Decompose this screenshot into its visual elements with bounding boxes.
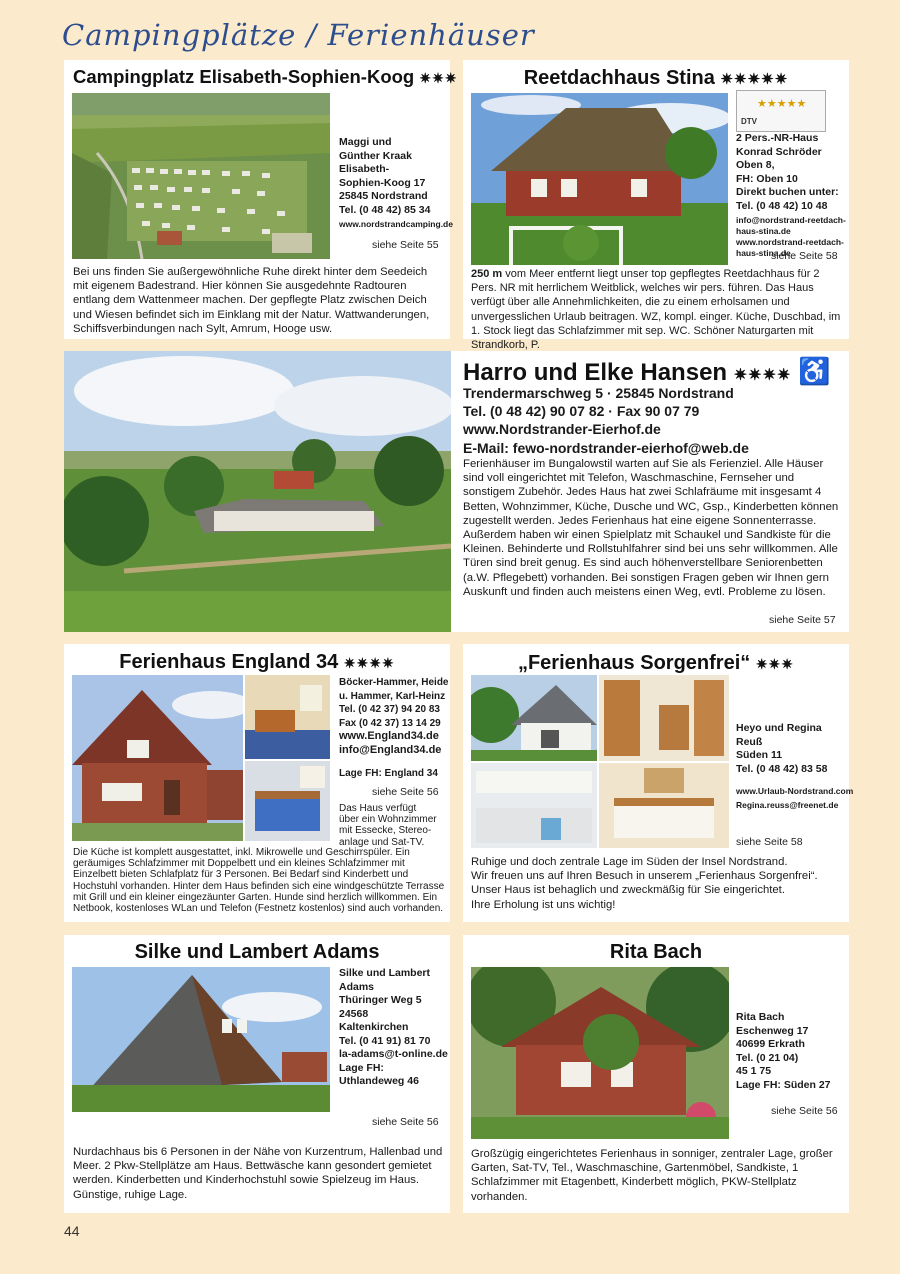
page-reference: siehe Seite 56 bbox=[771, 1105, 838, 1117]
listing-title: Ferienhaus England 34 ✷✷✷✷ bbox=[119, 651, 395, 673]
listing-description: Ruhige und doch zentrale Lage im Süden der Insel Nordstrand. Wir freuen uns auf Ihren Besuch in unserem „Ferienhaus Sorgenfrei“. Unser Haus ist behaglich und zweckmäßig für Sie eingerichtet. Ihre Erholung ist uns wichtig! bbox=[471, 856, 818, 911]
contact-info: 2 Pers.-NR-Haus Konrad Schröder Oben 8, FH: Oben 10 Direkt buchen unter: Tel. (0 48 42) 10 48 info@nordstrand-reetdach- haus-stina.de www.nordstrand-reetdach- haus-stina.de bbox=[736, 132, 846, 258]
email-link[interactable]: E-Mail: fewo-nordstrander-eierhof@web.de bbox=[463, 440, 749, 456]
page-title: Campingplätze / Ferienhäuser bbox=[62, 18, 535, 52]
listing-title: Harro und Elke Hansen ✷✷✷✷ ♿ bbox=[463, 356, 831, 386]
listing-description: Bei uns finden Sie außergewöhnliche Ruhe direkt hinter dem Seedeich mit eigenem Badestrand. Hier können Sie ausgedehnte Radtouren entlang dem Wattenmeer machen. Der gepflegte Platz zwischen Deich und Wiesen befindet sich im Einklang mit der Natur. Wattwanderungen, Schiffsverbindungen nach Sylt, Amrum, Hooge usw. bbox=[73, 266, 430, 335]
contact-info: Böcker-Hammer, Heide u. Hammer, Karl-Heinz Tel. (0 42 37) 94 20 83 Fax (0 42 37) 13 14 29 www.England34.de info@England34.de Lage FH: England 34 bbox=[339, 677, 449, 779]
listing-title: Silke und Lambert Adams bbox=[134, 941, 380, 963]
email-link[interactable]: la-adams@t-online.de bbox=[339, 1048, 448, 1060]
thatched-house-photo bbox=[471, 93, 728, 265]
listing-title: Reetdachhaus Stina ✷✷✷✷✷ bbox=[523, 67, 789, 89]
listing-camping bbox=[64, 60, 458, 339]
page-reference: siehe Seite 57 bbox=[769, 614, 836, 626]
listing-description: Großzügig eingerichtetes Ferienhaus in sonniger, zentraler Lage, großer Garten, Sat-TV, Tel., Waschmaschine, Gartenmöbel, Sandkiste, 1 Schlafzimmer mit Etagenbett, Kinderbett möglich, PKW-Stellplatz vorhanden. bbox=[471, 1148, 833, 1203]
page-reference: siehe Seite 56 bbox=[372, 786, 439, 798]
star-rating: ✷✷✷✷✷ bbox=[720, 71, 789, 88]
email-link[interactable]: info@nordstrand-reetdach- haus-stina.de bbox=[736, 215, 846, 236]
listing-adams bbox=[64, 935, 450, 1213]
listing-sorgenfrei bbox=[463, 644, 854, 922]
star-rating: ✷✷✷ bbox=[419, 70, 458, 86]
campsite-aerial-photo bbox=[72, 93, 330, 259]
page-reference: siehe Seite 58 bbox=[736, 836, 803, 848]
ivy-house-photo bbox=[471, 967, 729, 1139]
contact-info: Silke und Lambert Adams Thüringer Weg 5 24568 Kaltenkirchen Tel. (0 41 91) 81 70 la-adams@t-online.de Lage FH: Uthlandeweg 46 bbox=[339, 967, 448, 1087]
email-link[interactable]: info@England34.de bbox=[339, 743, 442, 756]
website-link[interactable]: www.England34.de bbox=[339, 730, 439, 742]
living-room-photo bbox=[245, 675, 330, 759]
brick-house-photo bbox=[72, 675, 243, 841]
listing-description: Ferienhäuser im Bungalowstil warten auf Sie als Ferienziel. Alle Häuser sind voll eingerichtet mit Telefon, Waschmaschine, Fernseher und sonstigem Zubehör. Jedes Haus hat zwei Schlafräume mit insgesamt 4 Betten, Wohnzimmer, Küche, Dusche und WC, Gsp., Kinderbetten können zugestellt werden. Jedes Ferienhaus hat eine eigene Sonnenterrasse. Außerdem haben wir einen Spielplatz mit Schaukel und Sandkiste für die Kleinen. Behinderte und Rollstuhlfahrer sind bei uns sehr willkommen. Alle Türen sind breit genug. Es sind auch höhenverstellbare Seniorenbetten (a.W. Pflegebett) vorhanden. Bei sonstigen Fragen geben wir Ihnen gern Auskunft und finden auch meistens einen Weg, evtl. Probleme zu lösen. bbox=[463, 458, 839, 598]
listing-hansen bbox=[64, 351, 849, 632]
website-link[interactable]: www.nordstrandcamping.de bbox=[339, 219, 453, 229]
hallway-photo bbox=[599, 675, 729, 761]
website-link[interactable]: www.Urlaub-Nordstrand.com bbox=[736, 786, 854, 796]
house-icon: ★★★★★ bbox=[757, 98, 807, 110]
listing-stina bbox=[463, 60, 849, 352]
email-link[interactable]: Regina.reuss@freenet.de bbox=[736, 800, 839, 810]
dtv-badge: ★★★★★ DTV bbox=[736, 90, 826, 132]
listing-description: Nurdachhaus bis 6 Personen in der Nähe von Kurzentrum, Hallenbad und Meer. 2 Pkw-Stellplätze am Haus. Bettwäsche kann gesondert gemietet werden. Kinderbetten und Kinderhochstuhl sowie Spielzeug im Haus. Günstige, ruhige Lage. bbox=[73, 1146, 443, 1201]
website-link[interactable]: www.Nordstrander-Eierhof.de bbox=[463, 421, 661, 437]
star-rating: ✷✷✷ bbox=[755, 656, 795, 672]
star-rating: ✷✷✷✷ bbox=[733, 367, 792, 384]
address: Trendermarschweg 5 · 25845 Nordstrand bbox=[463, 385, 734, 401]
page-reference: siehe Seite 58 bbox=[771, 250, 838, 262]
listing-description-side: Das Haus verfügt über ein Wohnzimmer mit Essecke, Stereo- anlage und Sat-TV. bbox=[339, 803, 437, 848]
page-reference: siehe Seite 56 bbox=[372, 1116, 439, 1128]
page-reference: siehe Seite 55 bbox=[372, 239, 439, 251]
listing-description: Die Küche ist komplett ausgestattet, inkl. Mikrowelle und Geschirrspüler. Ein geräumiges Schlafzimmer mit Doppelbett und ein kleines Schlafzimmer mit Einzelbett bieten Schlafplatz für 3 Personen. Bei Bedarf sind Kinderbett und Hochstuhl vorhanden. Hinter dem Haus befinden sich eine windgeschützte Terrasse mit Grill und ein kleiner eingezäunter Garten. Hunde sind herzlich willkommen. Ein Netbook, kostenloses WLan und Telefon (Festnetz kostenlos) sind auch vorhanden. bbox=[73, 847, 445, 915]
farm-aerial-photo bbox=[64, 351, 451, 632]
contact-info: Rita Bach Eschenweg 17 40699 Erkrath Tel. (0 21 04) 45 1 75 Lage FH: Süden 27 bbox=[736, 1011, 831, 1091]
bedroom-photo bbox=[245, 761, 330, 841]
listing-description: 250 m vom Meer entfernt liegt unser top gepflegtes Reetdachhaus für 2 Pers. NR mit herrlichem Weitblick, welches wir pers. führen. Das Haus verfügt über alle Annehmlichkeiten, die zu einem erholsamen und unvergesslichen Urlaub beitragen. WZ, kompl. einger. Küche, Duschbad, im 1. Stock liegt das Schlafzimmer mit sep. WC. Schöner Naturgarten mit Strandkorb, P. bbox=[471, 268, 841, 352]
listing-england bbox=[64, 644, 450, 922]
listing-bach bbox=[463, 935, 849, 1213]
white-house-photo bbox=[471, 675, 597, 761]
bedroom-photo bbox=[599, 763, 729, 848]
wheelchair-icon: ♿ bbox=[798, 356, 831, 386]
kitchen-photo bbox=[471, 763, 597, 848]
contact-info: Heyo und Regina Reuß Süden 11 Tel. (0 48 42) 83 58 www.Urlaub-Nordstrand.com Regina.reuss@freenet.de bbox=[736, 722, 854, 810]
listing-title: Campingplatz Elisabeth-Sophien-Koog ✷✷✷ bbox=[73, 66, 458, 87]
phone: Tel. (0 48 42) 90 07 82 · Fax 90 07 79 bbox=[463, 403, 700, 419]
a-frame-house-photo bbox=[72, 967, 330, 1112]
page-number: 44 bbox=[64, 1223, 80, 1239]
contact-info: Maggi und Günther Kraak Elisabeth- Sophien-Koog 17 25845 Nordstrand Tel. (0 48 42) 85 34 www.nordstrandcamping.de bbox=[339, 136, 453, 229]
star-rating: ✷✷✷✷ bbox=[343, 655, 395, 671]
listing-title: „Ferienhaus Sorgenfrei“ ✷✷✷ bbox=[517, 652, 795, 674]
website-link[interactable]: www.nordstrand-reetdach- haus-stina.de bbox=[736, 237, 844, 258]
listing-title: Rita Bach bbox=[609, 941, 703, 963]
